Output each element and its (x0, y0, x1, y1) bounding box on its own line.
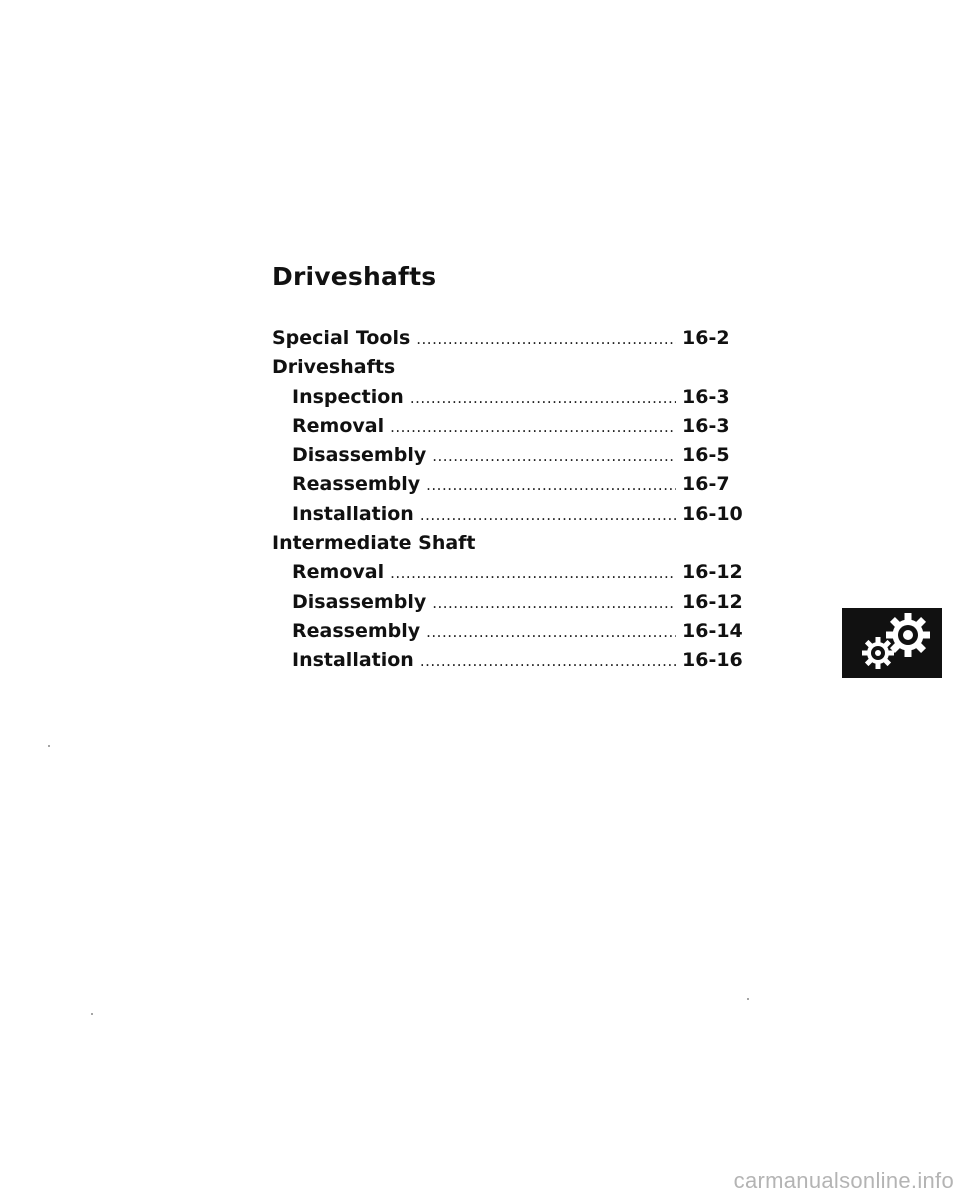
toc-entry-special-tools[interactable] (272, 324, 742, 353)
page-title: Driveshafts (272, 262, 437, 291)
dot-leader (432, 589, 676, 618)
dot-leader (426, 471, 676, 500)
toc-entry-driveshafts-inspection[interactable] (272, 383, 742, 412)
dot-leader (420, 501, 676, 530)
toc-page-number: 16-16 (682, 649, 743, 672)
toc-page-number: 16-14 (682, 619, 743, 642)
toc-page-number: 16-3 (682, 385, 730, 408)
toc-entry-intermediate-removal[interactable] (272, 558, 742, 587)
toc-heading-label: Driveshafts (272, 356, 396, 379)
dot-leader (426, 618, 676, 647)
toc-entry-label: Installation (292, 649, 414, 672)
dot-leader (410, 384, 676, 413)
toc-entry-driveshafts-reassembly[interactable] (272, 470, 742, 499)
toc-entry-intermediate-reassembly[interactable] (272, 617, 742, 646)
dot-leader (390, 559, 676, 588)
toc-entry-label: Inspection (292, 385, 404, 408)
table-of-contents (272, 324, 742, 676)
toc-entry-label: Disassembly (292, 444, 427, 467)
toc-page-number: 16-12 (682, 590, 743, 613)
toc-page-number: 16-3 (682, 414, 730, 437)
toc-page-number: 16-2 (682, 327, 730, 349)
scan-speck (48, 745, 50, 747)
scan-speck (747, 998, 749, 1000)
toc-entry-label: Removal (292, 414, 385, 437)
toc-page-number: 16-12 (682, 561, 743, 584)
toc-entry-label: Installation (292, 502, 414, 525)
section-tab[interactable] (842, 608, 942, 678)
toc-entry-intermediate-installation[interactable] (272, 646, 742, 675)
toc-page-number: 16-5 (682, 444, 730, 467)
toc-heading-intermediate-shaft (272, 529, 742, 558)
toc-page-number: 16-7 (682, 473, 730, 496)
toc-entry-driveshafts-installation[interactable] (272, 500, 742, 529)
toc-page-number: 16-10 (682, 502, 743, 525)
toc-entry-label: Removal (292, 561, 385, 584)
toc-heading-label: Intermediate Shaft (272, 532, 476, 555)
dot-leader (390, 413, 676, 442)
toc-entry-driveshafts-removal[interactable] (272, 412, 742, 441)
toc-entry-driveshafts-disassembly[interactable] (272, 441, 742, 470)
toc-entry-intermediate-disassembly[interactable] (272, 588, 742, 617)
watermark: carmanualsonline.info (733, 1168, 954, 1193)
dot-leader (432, 442, 676, 471)
toc-entry-label: Special Tools (272, 327, 411, 349)
scan-speck (91, 1013, 93, 1015)
dot-leader (420, 647, 676, 676)
toc-entry-label: Disassembly (292, 590, 427, 613)
gears-icon (842, 608, 942, 678)
dot-leader (416, 325, 676, 354)
toc-heading-driveshafts (272, 353, 742, 382)
toc-entry-label: Reassembly (292, 619, 421, 642)
toc-entry-label: Reassembly (292, 473, 421, 496)
